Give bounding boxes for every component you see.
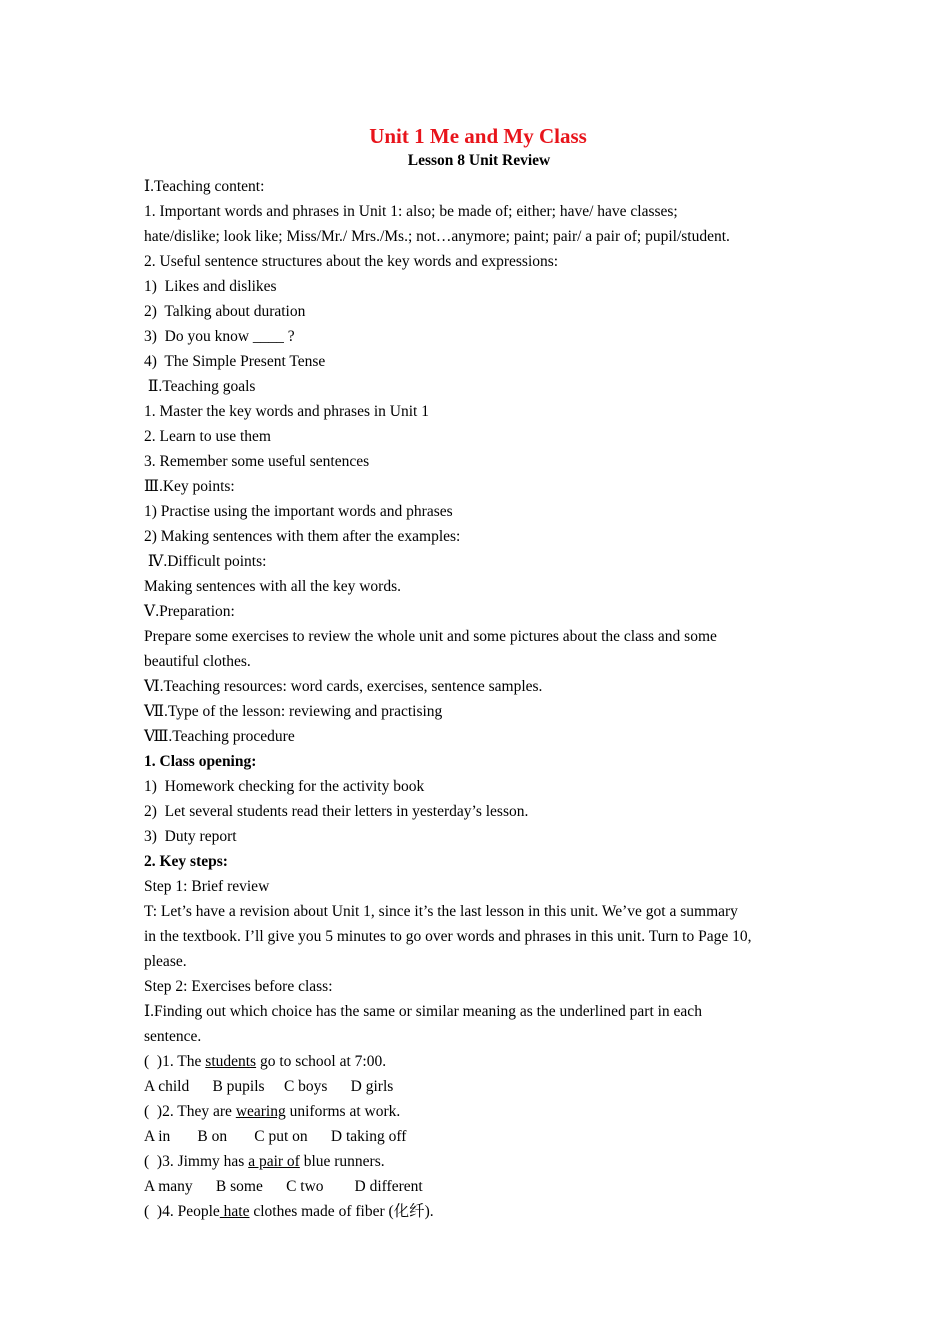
section-preparation: Ⅴ.Preparation: [144,603,235,620]
heading-class-opening: 1. Class opening: [144,753,257,770]
section-teaching-content: Ⅰ.Teaching content: [144,178,265,195]
list-item: 3) Duty report [144,828,237,845]
text-line: Ⅰ.Finding out which choice has the same or similar meaning as the underlined part in each [144,1003,702,1020]
text-line: sentence. [144,1028,202,1045]
text-line: Prepare some exercises to review the whole unit and some pictures about the class and some [144,628,717,645]
step-heading: Step 2: Exercises before class: [144,978,333,995]
underlined-word: a pair of [248,1153,300,1170]
question-1-options: A child B pupils C boys D girls [144,1078,394,1095]
list-item: 4) The Simple Present Tense [144,353,326,370]
text-line: in the textbook. I’ll give you 5 minutes to go over words and phrases in this unit. Turn to Page 10, [144,928,752,945]
list-item: 1) Likes and dislikes [144,278,277,295]
heading-key-steps: 2. Key steps: [144,853,228,870]
question-3: ( )3. Jimmy has a pair of blue runners. [144,1153,385,1170]
document-title: Unit 1 Me and My Class [369,124,587,148]
text-line: beautiful clothes. [144,653,251,670]
text-line: T: Let’s have a revision about Unit 1, since it’s the last lesson in this unit. We’ve got a summary [144,903,738,920]
question-3-options: A many B some C two D different [144,1178,423,1195]
question-2-options: A in B on C put on D taking off [144,1128,407,1145]
underlined-word: wearing [235,1103,286,1120]
list-item: 2) Let several students read their letters in yesterday’s lesson. [144,803,529,820]
list-item: 2) Making sentences with them after the examples: [144,528,461,545]
text-line: Making sentences with all the key words. [144,578,401,595]
underlined-word: hate [219,1203,250,1220]
section-teaching-resources: Ⅵ.Teaching resources: word cards, exercises, sentence samples. [144,678,543,695]
section-difficult-points: Ⅳ.Difficult points: [144,553,267,570]
question-4: ( )4. People hate clothes made of fiber (化纤). [144,1203,434,1220]
list-item: 3. Remember some useful sentences [144,453,370,470]
list-item: 1) Practise using the important words and phrases [144,503,453,520]
text-line: hate/dislike; look like; Miss/Mr./ Mrs./Ms.; not…anymore; paint; pair/ a pair of; pupil/student. [144,228,730,245]
underlined-word: students [205,1053,257,1070]
lesson-subtitle: Lesson 8 Unit Review [407,152,551,169]
section-teaching-goals: Ⅱ.Teaching goals [144,378,256,395]
list-item: 2. Learn to use them [144,428,271,445]
question-2: ( )2. They are wearing uniforms at work. [144,1103,401,1120]
section-lesson-type: Ⅶ.Type of the lesson: reviewing and practising [144,703,443,720]
text-line: 2. Useful sentence structures about the key words and expressions: [144,253,559,270]
step-heading: Step 1: Brief review [144,878,270,895]
question-1: ( )1. The students go to school at 7:00. [144,1053,387,1070]
section-key-points: Ⅲ.Key points: [144,478,235,495]
section-teaching-procedure: Ⅷ.Teaching procedure [144,728,295,745]
list-item: 1. Master the key words and phrases in Unit 1 [144,403,429,420]
text-line: please. [144,953,187,970]
document-page [144,122,814,1224]
text-line: 1. Important words and phrases in Unit 1: also; be made of; either; have/ have classes; [144,203,678,220]
list-item: 3) Do you know ____ ? [144,328,295,345]
list-item: 1) Homework checking for the activity book [144,778,425,795]
list-item: 2) Talking about duration [144,303,306,320]
